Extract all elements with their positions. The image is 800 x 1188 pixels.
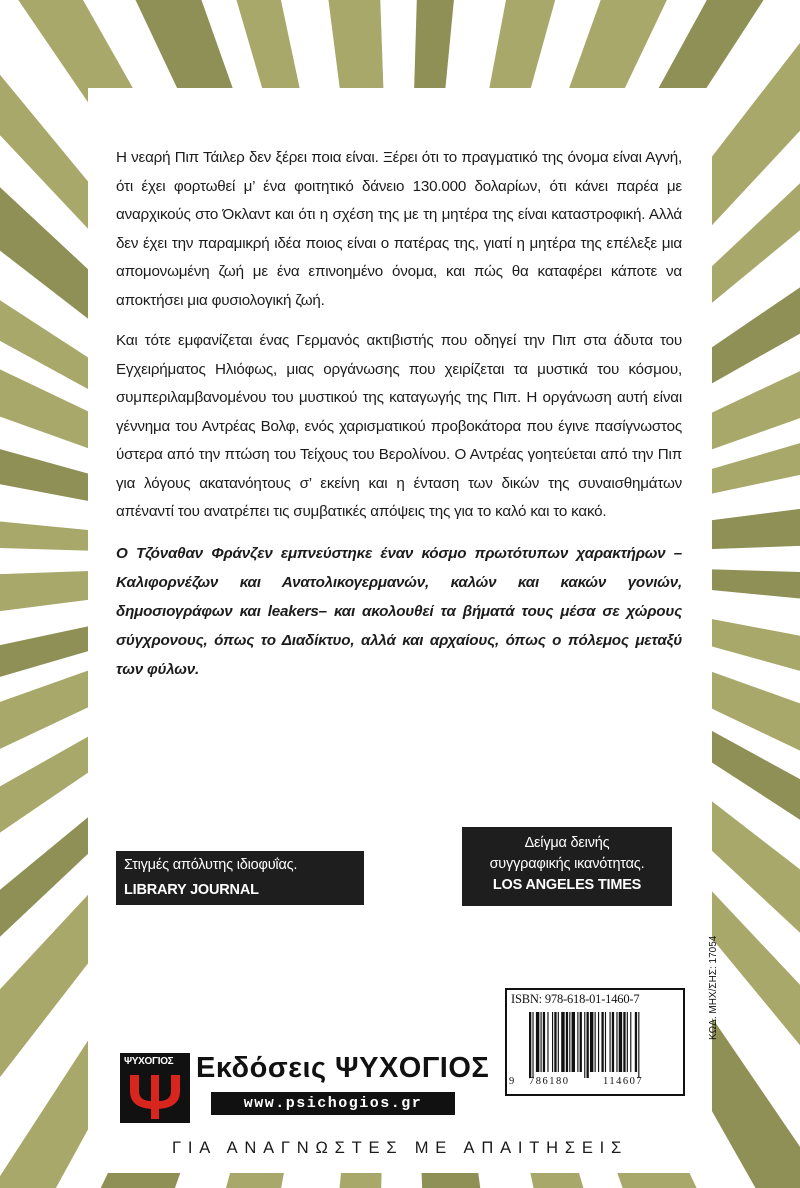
barcode-bar xyxy=(532,1012,533,1078)
barcode-bar xyxy=(587,1012,589,1078)
barcode-bar xyxy=(580,1012,582,1072)
barcode-left-digits: 786180 xyxy=(529,1076,570,1087)
barcode-bar xyxy=(554,1012,556,1072)
barcode-bar xyxy=(612,1012,614,1072)
product-code: ΚΩΔ. ΜΗΧ/ΣΗΣ: 17054 xyxy=(708,935,719,1040)
barcode-bar xyxy=(552,1012,553,1072)
quote-line-2: συγγραφικής ικανότητας. xyxy=(489,856,645,872)
barcode-bar xyxy=(605,1012,606,1072)
blurb-paragraph-1: Η νεαρή Πιπ Τάιλερ δεν ξέρει ποια είναι. Ξέρει ότι το πραγματικό της όνομα είναι Αγνή, ότι έχει φορτωθεί μ’ ένα φοιτητικό δάνειο 130.000 δολαρίων, ότι κάνει παρέα με αναρχικούς στο Όκλαντ και ότι η σχέση της με τη μητέρα της είναι καταστροφική. Αλλά δεν έχει την παραμικρή ιδέα ποιος είναι ο πατέρας της, γιατί η μητέρα της επέλεξε μια απομονωμένη ζωή με ένα επινοημένο όνομα, και πώς θα καταφέρει κάποτε να αποκτήσει μια φυσιολογική ζωή. xyxy=(116,149,682,309)
barcode-bar xyxy=(630,1012,631,1072)
barcode-bar xyxy=(590,1012,593,1072)
barcode-bar xyxy=(543,1012,545,1072)
barcode-first-digit: 9 xyxy=(509,1076,515,1087)
quote-source: LIBRARY JOURNAL xyxy=(124,882,259,898)
barcode-bar xyxy=(623,1012,625,1072)
barcode-bar xyxy=(635,1012,637,1072)
barcode-bar xyxy=(558,1012,559,1072)
barcode-box xyxy=(505,988,685,1096)
barcode-right-digits: 114607 xyxy=(603,1076,644,1087)
quote-los-angeles-times xyxy=(462,827,672,906)
barcode-bar xyxy=(577,1012,578,1072)
barcode-bar xyxy=(616,1012,617,1072)
barcode-bar xyxy=(627,1012,628,1072)
barcode-bar xyxy=(610,1012,611,1072)
barcode-bar xyxy=(638,1012,639,1078)
publisher-url: www.psichogios.gr xyxy=(211,1092,455,1115)
quote-text: Στιγμές απόλυτης ιδιοφυΐας. xyxy=(124,857,298,873)
quote-source: LOS ANGELES TIMES xyxy=(492,877,642,893)
barcode-bar xyxy=(536,1012,539,1072)
barcode-bar xyxy=(541,1012,542,1072)
barcode-bar xyxy=(569,1012,570,1072)
isbn-label: ISBN: 978-618-01-1460-7 xyxy=(511,992,640,1006)
blurb-paragraph-2: Και τότε εμφανίζεται ένας Γερμανός ακτιβιστής που οδηγεί την Πιπ στα άδυτα του Εγχειρήματος Ηλιόφως, μιας οργάνωσης που χειρίζεται τα μυστικά του κόσμου, συμπεριλαμβανομένου του μυστικού της καταγωγής της Πιπ. Η οργάνωση αυτή είναι γέννημα του Αντρέας Βολφ, ενός χαρισματικού προβοκάτορα που έγινε πασίγνωστος ύστερα από την πτώση του Τείχους του Βερολίνου. Ο Αντρέας γοητεύεται από την Πιπ για λόγους ακατανόητους σ’ εκείνη και η ένταση των δικών της συναισθημάτων απέναντί του ανατρέπει τις συμβατικές απόψεις της για το καλό και το κακό. xyxy=(116,332,682,520)
barcode-bar xyxy=(529,1012,531,1078)
barcode-bar xyxy=(601,1012,603,1072)
tagline: ΓΙΑ ΑΝΑΓΝΩΣΤΕΣ ΜΕ ΑΠΑΙΤΗΣΕΙΣ xyxy=(171,1139,629,1157)
quote-line-1: Δείγμα δεινής xyxy=(524,835,610,851)
barcode-bar xyxy=(598,1012,599,1072)
barcode-bars xyxy=(515,1012,679,1078)
quote-library-journal xyxy=(116,851,364,905)
logo-word: ΨΥΧΟΓΙΟΣ xyxy=(124,1056,174,1067)
barcode-bar xyxy=(595,1012,596,1072)
barcode-bar xyxy=(561,1012,564,1072)
blurb-paragraph-emphasis: Ο Τζόναθαν Φράνζεν εμπνεύστηκε έναν κόσμο πρωτότυπων χαρακτήρων –Καλιφορνέζων και Ανατολικογερμανών, καλών και κακών γονιών, δημοσιογράφων και leakers– και ακολουθεί τα βήματά τους μέσα σε χώρους σύγχρονους, όπως το Διαδίκτυο, αλλά και αρχαίους, όπως ο πόλεμος μεταξύ των φύλων. xyxy=(116,544,682,678)
barcode-bar xyxy=(619,1012,622,1072)
psi-icon xyxy=(120,1053,190,1123)
publisher-name: Εκδόσεις ΨΥΧΟΓΙΟΣ xyxy=(196,1052,490,1084)
blurb-text xyxy=(116,144,682,696)
barcode-bar xyxy=(547,1012,548,1072)
barcode-bar xyxy=(584,1012,585,1078)
barcode-bar xyxy=(566,1012,568,1072)
barcode-bar xyxy=(572,1012,575,1072)
publisher-logo xyxy=(120,1053,190,1123)
